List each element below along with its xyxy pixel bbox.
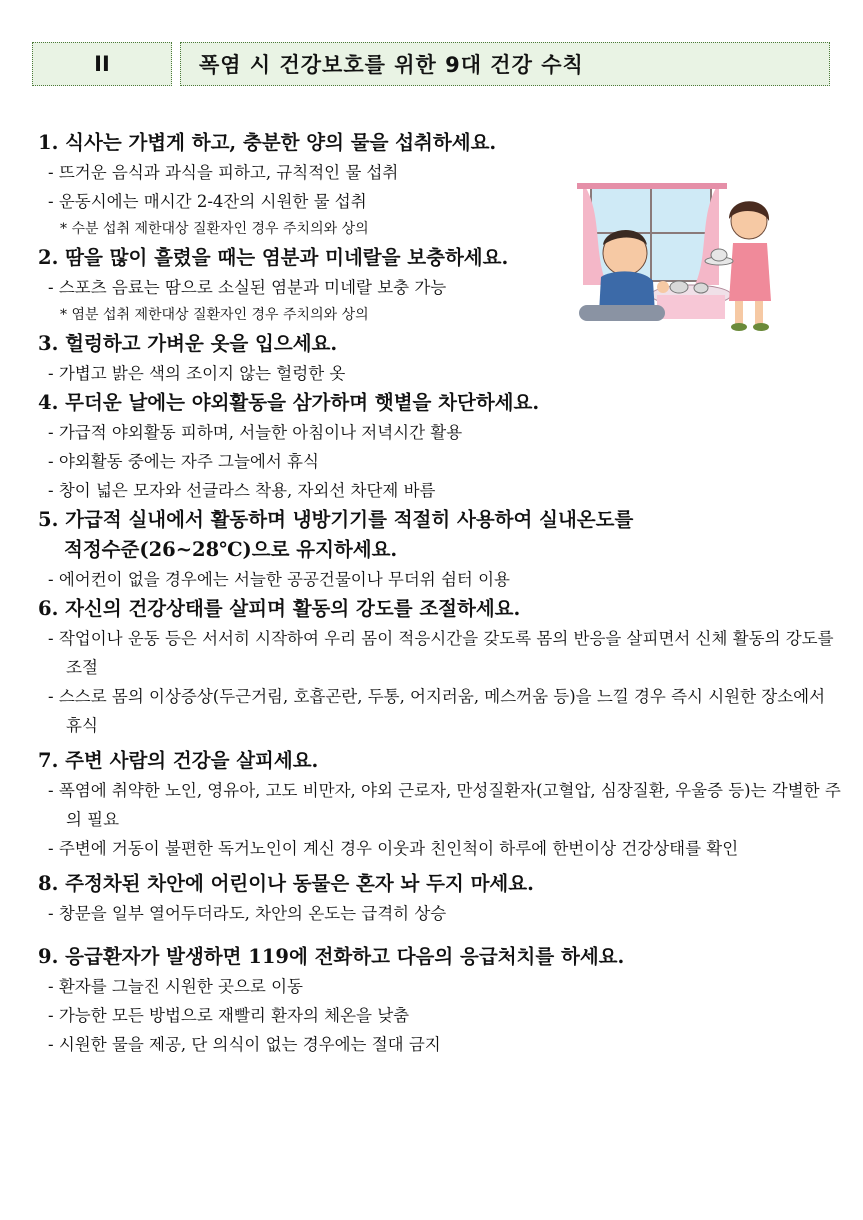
rule-item: - 주변에 거동이 불편한 독거노인이 계신 경우 이웃과 친인척이 하루에 한번이상 건강상태를 확인 xyxy=(48,839,739,858)
rule-title: 6. 자신의 건강상태를 살피며 활동의 강도를 조절하세요. xyxy=(38,597,521,620)
section-title: 폭염 시 건강보호를 위한 9대 건강 수칙 xyxy=(180,42,830,86)
rule-item: - 야외활동 중에는 자주 그늘에서 휴식 xyxy=(48,452,319,471)
rule-3 xyxy=(38,329,844,388)
rule-item: - 환자를 그늘진 시원한 곳으로 이동 xyxy=(48,977,303,996)
rule-item: - 스스로 몸의 이상증상(두근거림, 호흡곤란, 두통, 어지러움, 메스꺼움 등)을 느낄 경우 즉시 시원한 장소에서 휴식 xyxy=(48,687,826,735)
rule-title: 1. 식사는 가볍게 하고, 충분한 양의 물을 섭취하세요. xyxy=(38,131,497,154)
rule-item: - 창문을 일부 열어두더라도, 차안의 온도는 급격히 상승 xyxy=(48,904,447,923)
rule-6 xyxy=(38,594,844,740)
rule-item: - 스포츠 음료는 땀으로 소실된 염분과 미네랄 보충 가능 xyxy=(48,278,447,297)
section-header xyxy=(32,42,830,86)
rule-item: - 폭염에 취약한 노인, 영유아, 고도 비만자, 야외 근로자, 만성질환자(고혈압, 심장질환, 우울증 등)는 각별한 주의 필요 xyxy=(48,781,841,829)
rules-list xyxy=(38,128,844,1059)
rule-item: - 운동시에는 매시간 2-4잔의 시원한 물 섭취 xyxy=(48,192,367,211)
rule-item: - 에어컨이 없을 경우에는 서늘한 공공건물이나 무더위 쉼터 이용 xyxy=(48,570,510,589)
rule-title: 3. 헐렁하고 가벼운 옷을 입으세요. xyxy=(38,332,338,355)
rule-title: 4. 무더운 날에는 야외활동을 삼가하며 햇볕을 차단하세요. xyxy=(38,391,540,414)
rule-7 xyxy=(38,746,844,863)
rule-title: 7. 주변 사람의 건강을 살피세요. xyxy=(38,749,319,772)
rule-1 xyxy=(38,128,844,243)
rule-note: * 염분 섭취 제한대상 질환자인 경우 주치의와 상의 xyxy=(60,307,369,323)
rule-item: - 가능한 모든 방법으로 재빨리 환자의 체온을 낮춤 xyxy=(48,1006,410,1025)
rule-5 xyxy=(38,505,844,594)
rule-9 xyxy=(38,942,844,1059)
rule-title: 2. 땀을 많이 흘렸을 때는 염분과 미네랄을 보충하세요. xyxy=(38,246,509,269)
rule-item: - 시원한 물을 제공, 단 의식이 없는 경우에는 절대 금지 xyxy=(48,1035,441,1054)
rule-4 xyxy=(38,388,844,505)
rule-8 xyxy=(38,869,844,928)
rule-item: - 가급적 야외활동 피하며, 서늘한 아침이나 저녁시간 활용 xyxy=(48,423,463,442)
rule-item: - 작업이나 운동 등은 서서히 시작하여 우리 몸이 적응시간을 갖도록 몸의 반응을 살피면서 신체 활동의 강도를 조절 xyxy=(48,629,834,677)
rule-item: - 창이 넓은 모자와 선글라스 착용, 자외선 차단제 바름 xyxy=(48,481,436,500)
rule-item: - 가볍고 밝은 색의 조이지 않는 헐렁한 옷 xyxy=(48,364,346,383)
rule-title-continued: 적정수준(26~28℃)으로 유지하세요. xyxy=(64,538,398,561)
rule-item: - 뜨거운 음식과 과식을 피하고, 규칙적인 물 섭취 xyxy=(48,163,399,182)
rule-note: * 수분 섭취 제한대상 질환자인 경우 주치의와 상의 xyxy=(60,221,369,237)
section-number: II xyxy=(32,42,172,86)
rule-title: 9. 응급환자가 발생하면 119에 전화하고 다음의 응급처치를 하세요. xyxy=(38,945,625,968)
rule-title: 8. 주정차된 차안에 어린이나 동물은 혼자 놔 두지 마세요. xyxy=(38,872,534,895)
rule-2 xyxy=(38,243,844,329)
rule-title: 5. 가급적 실내에서 활동하며 냉방기기를 적절히 사용하여 실내온도를 xyxy=(38,508,634,531)
